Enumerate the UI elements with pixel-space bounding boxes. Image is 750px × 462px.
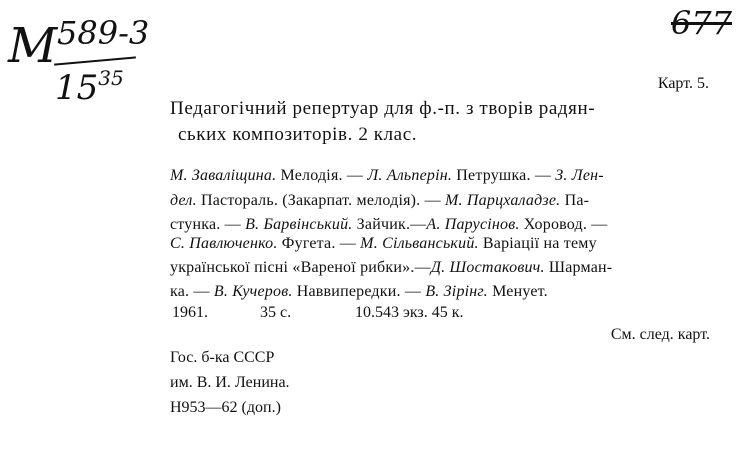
composer-name: дел. [170,192,197,209]
contents-line [170,217,607,233]
contents-text: ка. — [170,283,214,300]
contents-text: Хоровод. — [519,216,608,233]
composer-name: С. Павлюченко. [170,235,278,252]
library-line-3: Н953—62 (доп.) [170,399,281,416]
composer-name: В. Барвінський. [245,216,353,233]
shelf-mark-sub [55,66,124,108]
contents-text: Наввипередки. — [292,283,426,300]
shelf-mark-rule [54,56,136,65]
contents-text: української пісні «Вареної рибки».— [170,259,431,276]
composer-name: М. Сільванський. [360,235,479,252]
composer-name: Л. Альперін. [367,167,453,184]
composer-name: В. Зірінг. [425,283,488,300]
composer-name: Д. Шостакович. [430,259,545,276]
shelf-mark-letter: М [8,18,60,74]
contents-text: Менует. [487,283,548,300]
contents-text: Мелодія. — [276,167,368,184]
shelf-mark-sub-sup: 35 [98,66,124,90]
title-line-2: ських композиторів. 2 клас. [178,124,418,145]
imprint-copies: 10.543 экз. 45 к. [355,304,464,321]
composer-name: М. Парцхаладзе. [444,192,561,209]
contents-text: Петрушка. — [452,167,556,184]
composer-name: З. Лен- [555,167,604,184]
card-number: Карт. 5. [657,75,709,92]
title-line-1: Педагогічний репертуар для ф.-п. з творів радян- [170,98,596,119]
library-line-2: им. В. И. Ленина. [170,374,290,391]
contents-text: стунка. — [170,216,246,233]
shelf-mark-sub-main: 15 [55,68,99,108]
imprint-pages: 35 с. [260,304,292,321]
see-next-card: См. след. карт. [610,326,710,343]
imprint-year: 1961. [172,304,208,321]
composer-name: В. Кучеров. [213,283,293,300]
library-line-1: Гос. б-ка СССР [170,349,275,366]
composer-name: А. Парусінов. [426,216,520,233]
contents-line [170,236,597,252]
composer-name: М. Заваліщина. [170,167,277,184]
contents-text: Па- [560,192,590,209]
contents-text: Пастораль. (Закарпат. мелодія). — [196,192,445,209]
contents-text: Шарман- [544,259,613,276]
contents-line [170,284,548,300]
contents-text: Фугета. — [277,235,361,252]
contents-line [170,193,589,209]
contents-line [170,260,612,276]
contents-text: Варіації на тему [478,235,597,252]
corner-number: 677 [670,4,732,42]
contents-text: Зайчик.— [352,216,427,233]
contents-line [170,168,604,184]
shelf-mark-number: 589-3 [57,14,150,52]
